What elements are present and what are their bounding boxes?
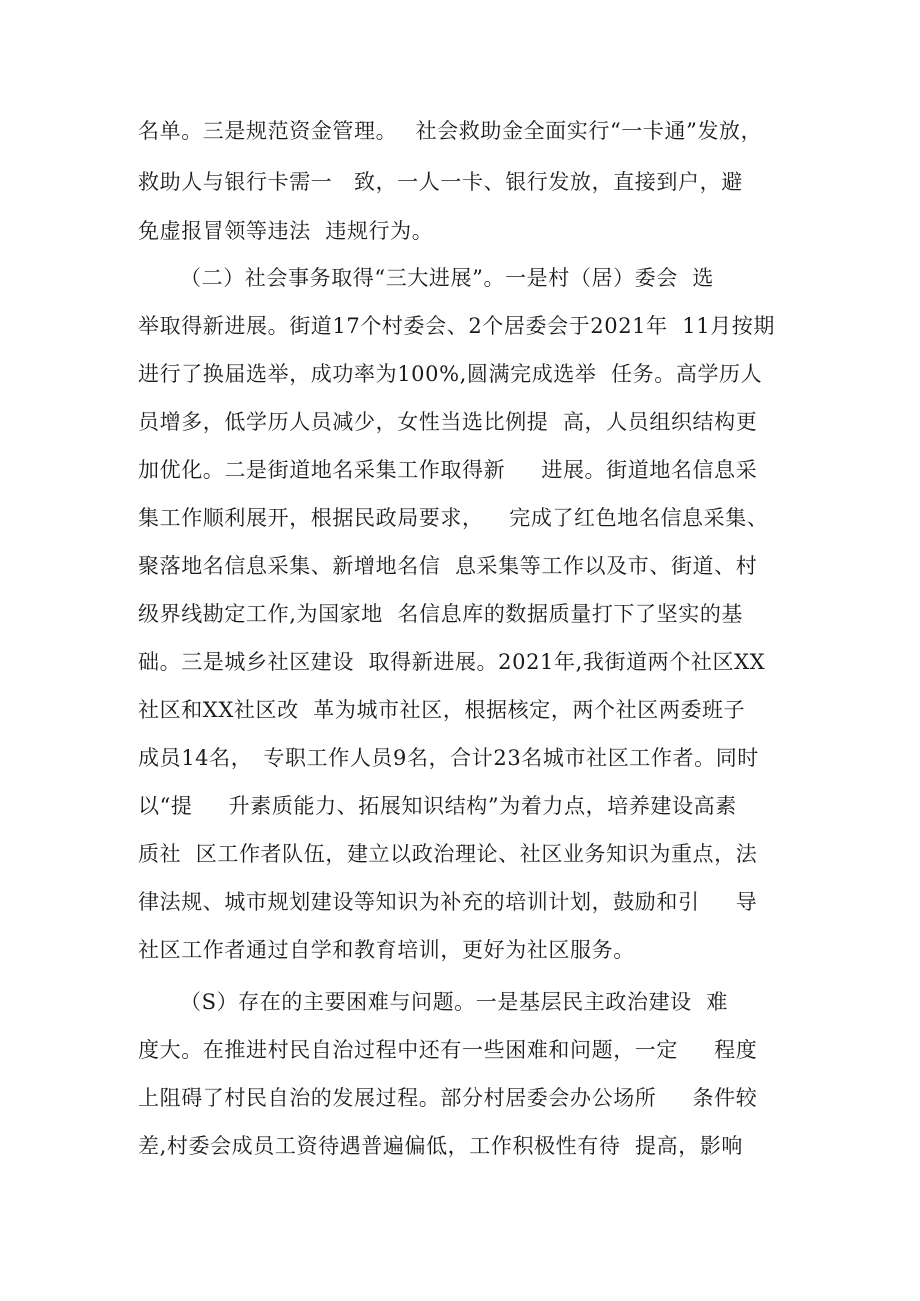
text-line-13: 社区和XX社区改 革为城市社区，根据核定，两个社区两委班子	[138, 698, 746, 722]
text-line-11: 级界线勘定工作,为国家地 名信息库的数据质量打下了坚实的基	[138, 602, 744, 626]
text-line-15: 以“提 升素质能力、拓展知识结构”为着力点，培养建设高素	[138, 794, 737, 818]
text-line-21: 上阻碍了村民自治的发展过程。部分村居委会办公场所 条件较	[138, 1086, 758, 1110]
paragraph-3-line-1: （S）存在的主要困难与问题。一是基层民主政治建设 难	[180, 990, 728, 1014]
text-line-5: 举取得新进展。街道17个村委会、2个居委会于2021年 11月按期	[138, 314, 775, 338]
text-line-6: 进行了换届选举，成功率为100%,圆满完成选举 任务。高学历人	[138, 362, 763, 386]
text-line-18: 社区工作者通过自学和教育培训，更好为社区服务。	[138, 938, 635, 962]
text-line-8: 加优化。二是街道地名采集工作取得新 进展。街道地名信息采	[138, 458, 758, 482]
text-line-14: 成员14名， 专职工作人员9名，合计23名城市社区工作者。同时	[138, 746, 759, 770]
text-line-2: 救助人与银行卡需一 致，一人一卡、银行发放，直接到户，避	[138, 170, 743, 194]
text-line-12: 础。三是城乡社区建设 取得新进展。2021年,我街道两个社区XX	[138, 650, 766, 674]
text-line-7: 员增多，低学历人员减少，女性当选比例提 高，人员组织结构更	[138, 410, 758, 434]
text-line-16: 质社 区工作者队伍，建立以政治理论、社区业务知识为重点，法	[138, 842, 758, 866]
text-line-3: 免虚报冒领等违法 违规行为。	[138, 219, 434, 243]
text-line-10: 聚落地名信息采集、新增地名信 息采集等工作以及市、街道、村	[138, 554, 758, 578]
text-line-22: 差,村委会成员工资待遇普遍偏低，工作积极性有待 提高，影响	[138, 1134, 744, 1158]
text-line-1: 名单。三是规范资金管理。 社会救助金全面实行“一卡通”发放，	[138, 119, 763, 143]
paragraph-2-line-1: （二）社会事务取得“三大进展”。一是村（居）委会 选	[180, 266, 715, 290]
text-line-9: 集工作顺利展开，根据民政局要求， 完成了红色地名信息采集、	[138, 506, 769, 530]
text-line-17: 律法规、城市规划建设等知识为补充的培训计划，鼓励和引 导	[138, 890, 758, 914]
text-line-20: 度大。在推进村民自治过程中还有一些困难和问题，一定 程度	[138, 1038, 758, 1062]
